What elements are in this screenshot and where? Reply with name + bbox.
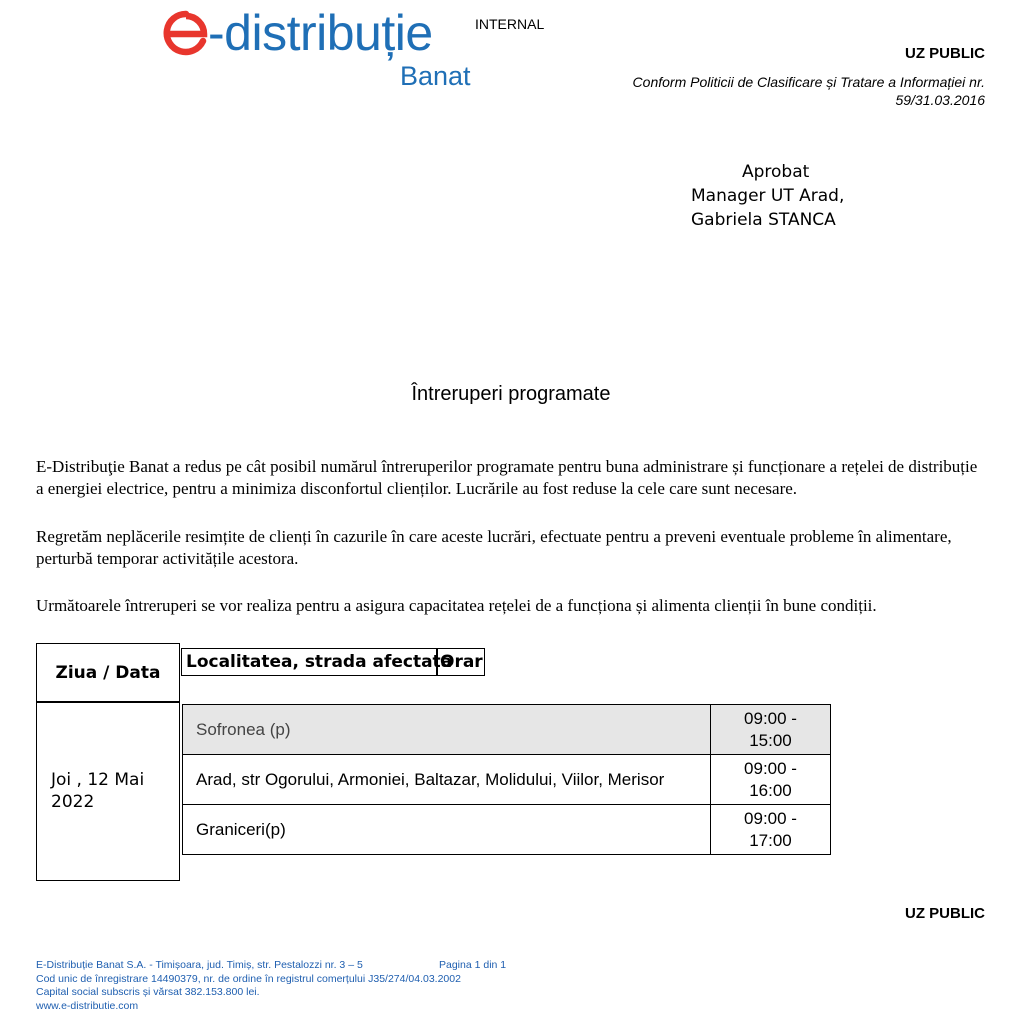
outage-table: [182, 704, 831, 855]
page-number: Pagina 1 din 1: [439, 959, 507, 971]
table-row: [183, 754, 830, 804]
logo-text: -distribuție: [208, 5, 433, 61]
classification-top: UZ PUBLIC: [905, 45, 985, 62]
footer-capital: Capital social subscris și vărsat 382.153.800 lei.: [36, 986, 260, 998]
approval-role: Manager UT Arad,: [691, 186, 845, 206]
classification-bottom: UZ PUBLIC: [905, 905, 985, 922]
paragraph-apology: Regretăm neplăcerile resimțite de clienți în cazurile în care aceste lucrări, efectuate pentru a preveni eventuale probleme în alimentare, perturbă temporar activitățile acestora.: [36, 527, 952, 568]
row-time: 09:00 - 17:00: [710, 805, 830, 854]
e-distributie-logo-mark-icon: [163, 10, 209, 56]
footer-website[interactable]: www.e-distributie.com: [36, 999, 139, 1012]
table-header-schedule: Orar: [436, 648, 485, 676]
policy-reference: Conform Politicii de Clasificare și Tratare a Informației nr. 59/31.03.2016: [632, 74, 985, 108]
paragraph-intro: E-Distribuţie Banat a redus pe cât posibil numărul întreruperilor programate pentru buna administrare și funcționare a rețelei de distribuție a energiei electrice, pentru a minimiza disconfortul clienților. Lucrările au fost reduse la cele care sunt necesare.: [36, 457, 978, 498]
footer-registration: Cod unic de înregistrare 14490379, nr. de ordine în registrul comerțului J35/274/04.03.2002: [36, 972, 461, 985]
row-location: Sofronea (p): [196, 719, 291, 739]
footer: [36, 959, 507, 1013]
row-location: Arad, str Ogorului, Armoniei, Baltazar, Molidului, Viilor, Merisor: [196, 769, 665, 789]
approval-block: [691, 160, 844, 232]
table-header-day: Ziua / Data: [36, 643, 180, 703]
table-row: [183, 705, 830, 754]
row-time: 09:00 - 15:00: [710, 705, 830, 754]
row-location: Graniceri(p): [196, 819, 286, 839]
approval-label: Aprobat: [742, 162, 810, 182]
internal-label: INTERNAL: [475, 16, 545, 32]
row-time: 09:00 - 16:00: [710, 755, 830, 804]
table-row: [183, 804, 830, 854]
logo-subtitle: Banat: [400, 61, 471, 91]
table-day-cell: Joi , 12 Mai 2022: [36, 701, 180, 881]
approval-name: Gabriela STANCA: [691, 210, 836, 230]
paragraph-list-intro: Următoarele întreruperi se vor realiza pentru a asigura capacitatea rețelei de a funcționa și alimenta clienții în bune condiții.: [36, 596, 877, 615]
document-title: Întreruperi programate: [411, 383, 611, 405]
table-header-location: Localitatea, strada afectata: [181, 648, 438, 676]
footer-address: E-Distribuție Banat S.A. - Timișoara, jud. Timiș, str. Pestalozzi nr. 3 – 5: [36, 959, 363, 971]
